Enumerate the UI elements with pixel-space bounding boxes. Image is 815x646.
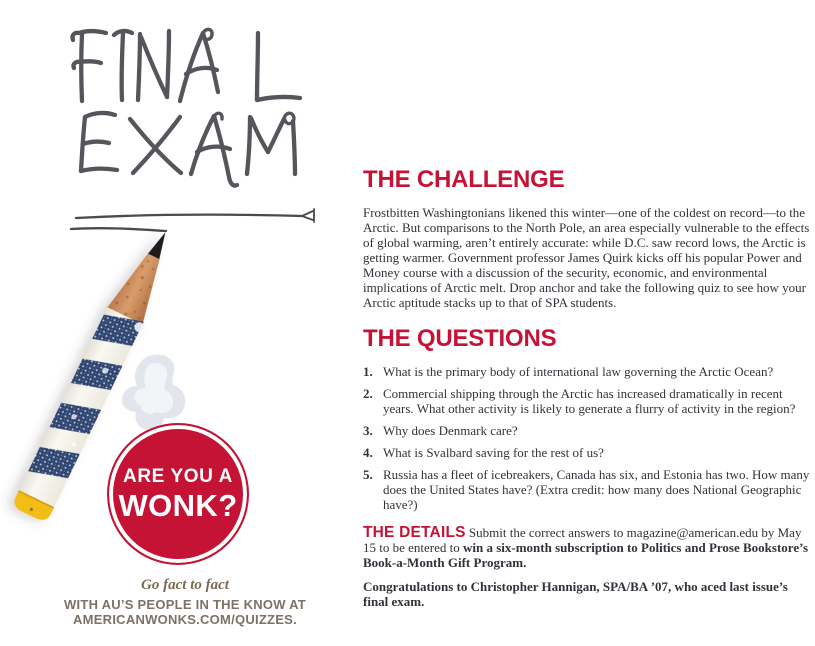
question-text: Why does Denmark care?: [383, 423, 518, 438]
challenge-heading: THE CHALLENGE: [363, 166, 565, 193]
details-prize: win a six-month subscription to Politics and Prose Bookstore’s Book-a-Month Gift Program.: [363, 540, 809, 570]
question-number: 3.: [363, 423, 373, 438]
question-number: 2.: [363, 386, 373, 401]
questions-heading: THE QUESTIONS: [363, 325, 557, 352]
masthead-underline-strokes: [71, 209, 314, 231]
question-item: [363, 423, 813, 438]
details-label: THE DETAILS: [363, 524, 466, 541]
details-lead: Submit the correct answers to magazine@american.edu by May 15 to be entered to: [363, 525, 802, 555]
question-item: [363, 445, 813, 460]
footer-block: [30, 576, 340, 628]
footer-tagline: Go fact to fact: [141, 577, 229, 593]
masthead-final-exam-lettering: [72, 29, 300, 185]
question-text: What is Svalbard saving for the rest of us?: [383, 445, 604, 460]
quizzes-url[interactable]: AMERICANWONKS.COM/QUIZZES.: [73, 612, 297, 628]
article-column: [363, 167, 813, 609]
question-text: What is the primary body of international law governing the Arctic Ocean?: [383, 364, 774, 379]
footer-caps-line: WITH AU’S PEOPLE IN THE KNOW AT: [64, 597, 306, 612]
question-item: [363, 386, 813, 416]
question-text: Commercial shipping through the Arctic has increased dramatically in recent years. What other activity is likely to generate a flurry of activity in the region?: [383, 386, 796, 416]
question-item: [363, 467, 813, 512]
question-number: 5.: [363, 467, 373, 482]
question-text: Russia has a fleet of icebreakers, Canada has six, and Estonia has two. How many does the United States have? (Extra credit: how many does National Geographic have?): [383, 467, 810, 512]
details-paragraph: [363, 525, 813, 570]
badge-line1: ARE YOU A: [123, 466, 233, 487]
questions-list: [363, 364, 813, 512]
badge-line2: WONK?: [118, 488, 238, 523]
wonk-badge: [107, 423, 249, 565]
question-number: 4.: [363, 445, 373, 460]
water-puddle: [122, 340, 185, 431]
question-number: 1.: [363, 364, 373, 379]
question-item: [363, 364, 813, 379]
congrats-paragraph: Congratulations to Christopher Hannigan, SPA/BA ’07, who aced last issue’s final exam.: [363, 579, 788, 609]
challenge-body: Frostbitten Washingtonians likened this winter—one of the coldest on record—to the Arctic. But comparisons to the North Pole, an area especially vulnerable to the effects of global warming, aren’t entirely accurate: while D.C. saw record lows, the Arctic is getting warmer. Government professor James Quirk kicks off his popular Power and Money course with a discussion of the security, economic, and environmental implications of Arctic melt. Drop anchor and take the following quiz to see how your Arctic aptitude stacks up to that of SPA students.: [363, 205, 810, 310]
